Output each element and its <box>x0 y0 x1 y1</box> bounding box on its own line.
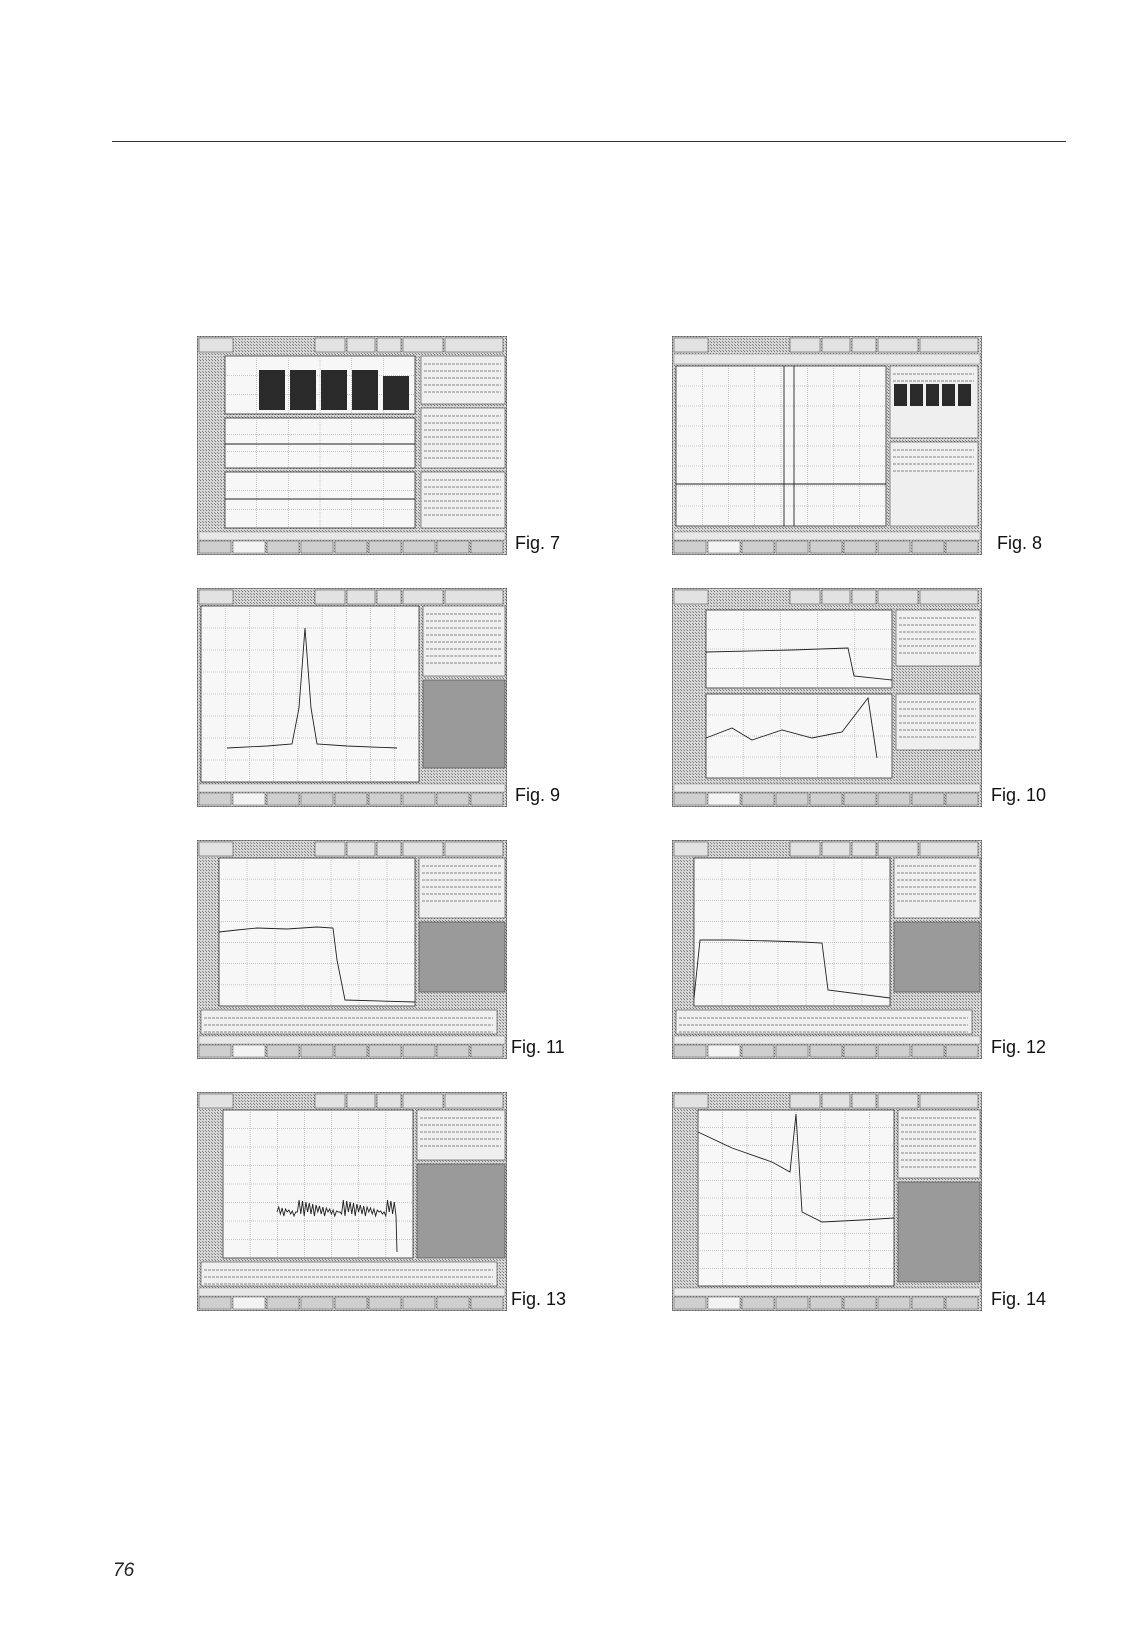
info-panel <box>894 858 980 918</box>
bottom-tab <box>471 1297 503 1309</box>
toolbar-button <box>790 338 820 352</box>
figure-9 <box>197 588 507 807</box>
empty-panel <box>898 1182 980 1282</box>
bottom-tab <box>674 1045 706 1057</box>
fig7-screenshot <box>197 336 507 555</box>
info-panel <box>421 472 505 528</box>
toolbar-button <box>199 842 233 856</box>
figure-14 <box>672 1092 982 1311</box>
level-bar <box>942 384 955 406</box>
bottom-tab <box>471 541 503 553</box>
bottom-tab <box>946 1297 978 1309</box>
info-panel <box>896 610 980 666</box>
toolbar-button <box>403 842 443 856</box>
toolbar-button <box>377 1094 401 1108</box>
level-bar <box>321 370 347 410</box>
bottom-tab <box>233 1297 265 1309</box>
toolbar-button <box>377 842 401 856</box>
toolbar-button <box>790 590 820 604</box>
empty-panel <box>419 922 505 992</box>
bottom-tab <box>844 1045 876 1057</box>
plot-area <box>219 858 415 1006</box>
bottom-tab <box>776 1297 808 1309</box>
figure-12 <box>672 840 982 1059</box>
bottom-tab <box>878 793 910 805</box>
toolbar-button <box>445 842 503 856</box>
bottom-tab <box>878 1297 910 1309</box>
bottom-tab <box>776 1045 808 1057</box>
page-number: 76 <box>113 1560 135 1581</box>
bottom-tab <box>810 541 842 553</box>
toolbar-button <box>674 590 708 604</box>
toolbar-button <box>347 1094 375 1108</box>
bottom-tab <box>674 1297 706 1309</box>
toolbar-button <box>674 338 708 352</box>
toolbar-button <box>878 590 918 604</box>
bottom-tab <box>912 541 944 553</box>
status-line <box>674 1288 980 1296</box>
bottom-tab <box>403 1297 435 1309</box>
info-panel <box>417 1110 505 1160</box>
bottom-tab <box>301 1045 333 1057</box>
figure-11-caption: Fig. 11 <box>511 1037 565 1057</box>
bottom-tab <box>369 1297 401 1309</box>
bottom-tab <box>335 1045 367 1057</box>
toolbar-button <box>403 338 443 352</box>
bottom-tab <box>471 793 503 805</box>
toolbar-button <box>878 842 918 856</box>
toolbar-button <box>403 1094 443 1108</box>
bottom-tab <box>403 1045 435 1057</box>
toolbar-button <box>347 590 375 604</box>
bottom-tab <box>199 793 231 805</box>
bottom-tab <box>267 1045 299 1057</box>
toolbar-button <box>852 1094 876 1108</box>
bottom-tab <box>742 541 774 553</box>
level-bar <box>910 384 923 406</box>
figure-10 <box>672 588 982 807</box>
level-bar <box>383 376 409 410</box>
toolbar-button <box>852 338 876 352</box>
toolbar-button <box>674 842 708 856</box>
fig9-screenshot <box>197 588 507 807</box>
fig14-screenshot <box>672 1092 982 1311</box>
bottom-tab <box>844 541 876 553</box>
toolbar-button <box>790 842 820 856</box>
toolbar-button <box>822 338 850 352</box>
status-line <box>674 532 980 540</box>
empty-panel <box>417 1164 505 1258</box>
toolbar-button <box>822 590 850 604</box>
level-bar <box>259 370 285 410</box>
bottom-tab <box>403 541 435 553</box>
bottom-tab <box>199 541 231 553</box>
bottom-tab <box>369 1045 401 1057</box>
figure-7 <box>197 336 507 555</box>
toolbar-button <box>878 1094 918 1108</box>
status-line <box>674 784 980 792</box>
status-line <box>199 1036 505 1044</box>
toolbar-button <box>674 1094 708 1108</box>
toolbar-button <box>315 590 345 604</box>
toolbar-button <box>377 590 401 604</box>
bottom-tab <box>946 793 978 805</box>
figure-11 <box>197 840 507 1059</box>
bottom-tab <box>912 1297 944 1309</box>
toolbar-button <box>347 842 375 856</box>
bottom-tab <box>233 793 265 805</box>
toolbar-button <box>852 842 876 856</box>
fig8-screenshot <box>672 336 982 555</box>
bottom-tab <box>674 541 706 553</box>
toolbar-button <box>920 590 978 604</box>
bottom-tab <box>199 1297 231 1309</box>
figure-9-caption: Fig. 9 <box>515 785 561 805</box>
bottom-tab <box>776 541 808 553</box>
bottom-tab <box>233 541 265 553</box>
figure-14-caption: Fig. 14 <box>991 1289 1047 1309</box>
bottom-tab <box>267 1297 299 1309</box>
bottom-tab <box>233 1045 265 1057</box>
info-strip <box>674 354 980 364</box>
bottom-tab <box>437 1297 469 1309</box>
bottom-tab <box>437 1045 469 1057</box>
bottom-tab <box>844 1297 876 1309</box>
bottom-tab <box>301 541 333 553</box>
info-panel <box>896 694 980 750</box>
bottom-tab <box>742 1297 774 1309</box>
bottom-tab <box>844 793 876 805</box>
bottom-tab <box>437 793 469 805</box>
bottom-tab <box>810 1297 842 1309</box>
toolbar-button <box>822 1094 850 1108</box>
bottom-tab <box>742 793 774 805</box>
header-rule <box>112 141 1066 142</box>
figure-8 <box>672 336 982 555</box>
info-panel <box>419 858 505 918</box>
level-bar <box>894 384 907 406</box>
figure-10-caption: Fig. 10 <box>991 785 1047 805</box>
bottom-tab <box>403 793 435 805</box>
bottom-tab <box>708 1045 740 1057</box>
figure-12-caption: Fig. 12 <box>991 1037 1047 1057</box>
bottom-tab <box>437 541 469 553</box>
info-panel <box>890 442 978 526</box>
bottom-tab <box>742 1045 774 1057</box>
bottom-tab <box>776 793 808 805</box>
info-panel <box>423 606 505 676</box>
bottom-tab <box>674 793 706 805</box>
bottom-tab <box>912 793 944 805</box>
bottom-tab <box>267 541 299 553</box>
toolbar-button <box>445 338 503 352</box>
figure-7-caption: Fig. 7 <box>515 533 561 553</box>
bottom-tab <box>708 541 740 553</box>
toolbar-button <box>445 1094 503 1108</box>
level-bar <box>290 370 316 410</box>
toolbar-button <box>878 338 918 352</box>
status-line <box>199 1288 505 1296</box>
bottom-tab <box>810 1045 842 1057</box>
bottom-tab <box>878 541 910 553</box>
info-panel <box>201 1262 497 1286</box>
bottom-tab <box>267 793 299 805</box>
toolbar-button <box>315 338 345 352</box>
bottom-tab <box>199 1045 231 1057</box>
info-panel <box>676 1010 972 1034</box>
fig13-screenshot <box>197 1092 507 1311</box>
plot-area <box>694 858 890 1006</box>
toolbar-button <box>852 590 876 604</box>
toolbar-button <box>315 842 345 856</box>
status-line <box>199 784 505 792</box>
level-bar <box>926 384 939 406</box>
level-bar <box>958 384 971 406</box>
info-panel <box>421 408 505 468</box>
level-bar <box>352 370 378 410</box>
toolbar-button <box>920 842 978 856</box>
bottom-tab <box>335 1297 367 1309</box>
toolbar-button <box>199 1094 233 1108</box>
toolbar-button <box>822 842 850 856</box>
toolbar-button <box>377 338 401 352</box>
bottom-tab <box>301 793 333 805</box>
info-panel <box>201 1010 497 1034</box>
toolbar-button <box>199 338 233 352</box>
bottom-tab <box>946 541 978 553</box>
toolbar-button <box>920 1094 978 1108</box>
bottom-tab <box>301 1297 333 1309</box>
fig11-screenshot <box>197 840 507 1059</box>
bottom-tab <box>912 1045 944 1057</box>
toolbar-button <box>315 1094 345 1108</box>
status-line <box>674 1036 980 1044</box>
bottom-tab <box>878 1045 910 1057</box>
toolbar-button <box>790 1094 820 1108</box>
empty-panel <box>423 680 505 768</box>
figure-13-caption: Fig. 13 <box>511 1289 567 1309</box>
figure-8-caption: Fig. 8 <box>997 533 1043 553</box>
status-line <box>199 532 505 540</box>
bottom-tab <box>708 793 740 805</box>
bottom-tab <box>369 541 401 553</box>
toolbar-button <box>347 338 375 352</box>
info-panel <box>898 1110 980 1178</box>
toolbar-button <box>403 590 443 604</box>
figure-13 <box>197 1092 507 1311</box>
fig10-screenshot <box>672 588 982 807</box>
info-panel <box>421 356 505 404</box>
toolbar-button <box>445 590 503 604</box>
bottom-tab <box>946 1045 978 1057</box>
bottom-tab <box>335 541 367 553</box>
toolbar-button <box>199 590 233 604</box>
bottom-tab <box>335 793 367 805</box>
fig12-screenshot <box>672 840 982 1059</box>
bottom-tab <box>471 1045 503 1057</box>
bottom-tab <box>810 793 842 805</box>
bottom-tab <box>708 1297 740 1309</box>
empty-panel <box>894 922 980 992</box>
toolbar-button <box>920 338 978 352</box>
bottom-tab <box>369 793 401 805</box>
